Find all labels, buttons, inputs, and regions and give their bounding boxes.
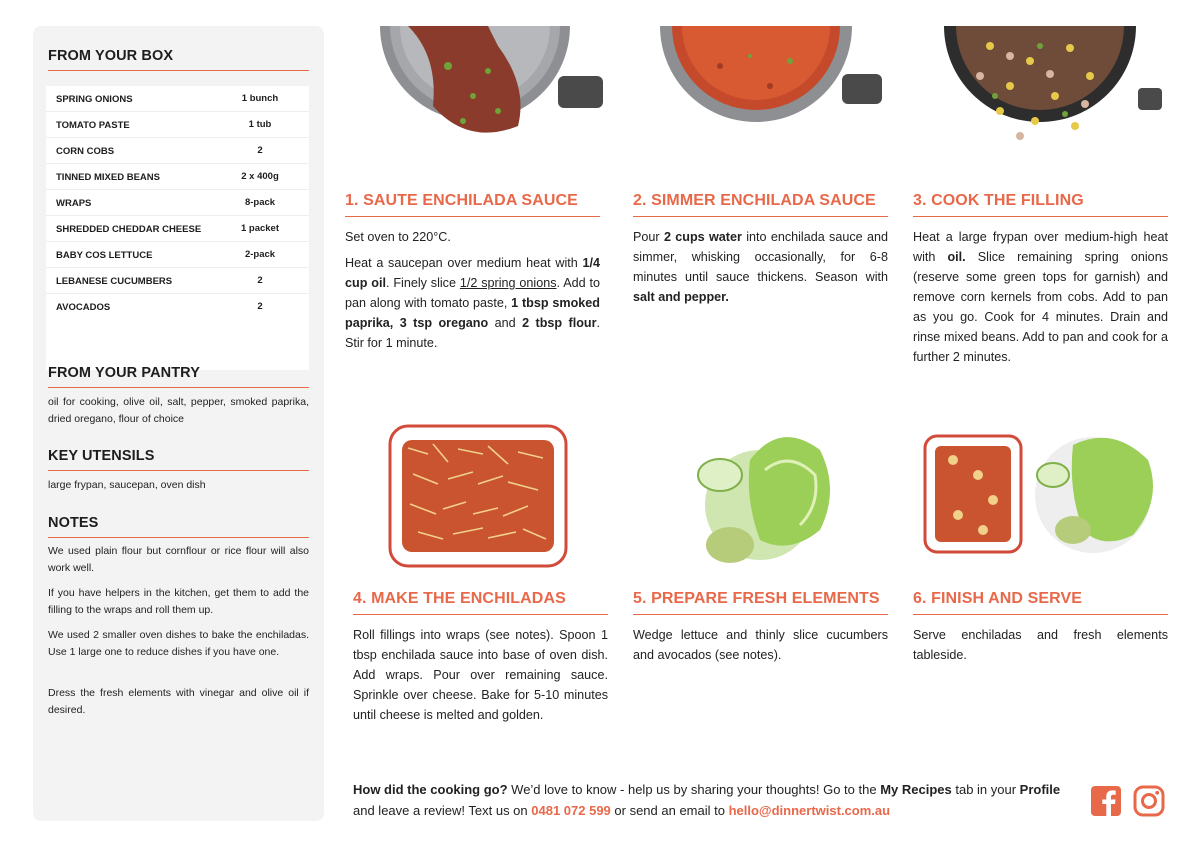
ingredient-qty: 2 <box>257 301 263 312</box>
text-segment: Slice remaining spring onions (reserve some green tops for garnish) and remove corn kernels from cobs. Add to pan as you go. Cook for 4 minutes. Drain and rinse mixed beans. Add to pan and cook for a further 2 minutes. <box>913 250 1168 364</box>
finish-serve-photo <box>923 430 1163 560</box>
step-1-body <box>345 227 600 359</box>
step-5-title: 5. PREPARE FRESH ELEMENTS <box>633 590 880 607</box>
step-4-text <box>353 625 608 725</box>
step-5-body <box>633 625 888 671</box>
cook-filling-photo <box>940 26 1162 170</box>
feedback-text <box>353 779 1073 821</box>
text-segment: Wedge lettuce and thinly slice cucumbers and avocados (see notes). <box>633 628 888 662</box>
divider <box>633 216 888 217</box>
divider <box>353 614 608 615</box>
step-6-body <box>913 625 1168 671</box>
ingredient-qty: 1 tub <box>248 119 272 130</box>
ingredient-row <box>46 112 309 138</box>
text-segment: Heat a saucepan over medium heat with <box>345 256 583 270</box>
ingredient-qty: 1 bunch <box>241 93 279 104</box>
ingredient-name: LEBANESE CUCUMBERS <box>56 276 173 287</box>
ingredient-name: TOMATO PASTE <box>56 120 130 131</box>
ingredient-name: SPRING ONIONS <box>56 94 133 105</box>
note-text: Dress the fresh elements with vinegar and olive oil if desired. <box>48 687 309 716</box>
text-segment: salt and pepper. <box>633 290 729 304</box>
text-segment: 1 tbsp smoked paprika, 3 tsp oregano <box>345 296 600 330</box>
step-3-body <box>913 227 1168 373</box>
ingredient-name: TINNED MIXED BEANS <box>56 172 160 183</box>
divider <box>633 614 888 615</box>
ingredient-row <box>46 86 309 112</box>
text-segment: and leave a review! Text us on <box>353 803 532 818</box>
ingredient-name: CORN COBS <box>56 146 115 157</box>
ingredient-row <box>46 138 309 164</box>
step-3-text <box>913 227 1168 367</box>
text-segment: tab in your <box>951 782 1020 797</box>
text-segment: 1/4 cup oil <box>345 256 600 290</box>
step-2-title: 2. SIMMER ENCHILADA SAUCE <box>633 192 876 209</box>
divider <box>913 614 1168 615</box>
text-segment: or send an email to <box>610 803 729 818</box>
ingredient-name: AVOCADOS <box>56 302 111 313</box>
instagram-icon[interactable] <box>1133 785 1165 817</box>
text-segment: My Recipes <box>880 782 952 797</box>
ingredient-qty: 1 packet <box>240 223 280 234</box>
facebook-icon[interactable] <box>1090 785 1122 817</box>
step-1-text <box>345 253 600 353</box>
note-text: We used 2 smaller oven dishes to bake the enchiladas. Use 1 large one to reduce dishes if you have one. <box>48 629 309 658</box>
ingredient-name: WRAPS <box>56 198 92 209</box>
fresh-elements-photo <box>690 420 840 570</box>
step-2-text <box>633 227 888 307</box>
ingredient-name: SHREDDED CHEDDAR CHEESE <box>56 224 202 235</box>
sidebar <box>33 26 324 821</box>
saute-sauce-photo <box>378 26 603 170</box>
divider <box>48 537 309 538</box>
text-segment: into enchilada sauce and simmer, whisking occasionally, for 6-8 minutes until sauce thickens. Season with <box>633 230 888 284</box>
notes-heading: NOTES <box>48 515 99 531</box>
ingredient-row <box>46 242 309 268</box>
step-5-text <box>633 625 888 665</box>
text-segment: Roll fillings into wraps (see notes). Spoon 1 tbsp enchilada sauce into base of oven dish. Add wraps. Pour over remaining sauce. Sprinkle over cheese. Bake for 5-10 minutes until cheese is melted and golden. <box>353 628 608 722</box>
text-segment: oil. <box>947 250 966 264</box>
divider <box>48 387 309 388</box>
ingredient-row <box>46 268 309 294</box>
ingredient-row <box>46 216 309 242</box>
ingredient-qty: 2 <box>257 275 263 286</box>
step-6-title: 6. FINISH AND SERVE <box>913 590 1083 607</box>
text-segment: . Finely slice <box>385 276 460 290</box>
step-6-text <box>913 625 1168 665</box>
ingredient-row <box>46 164 309 190</box>
divider <box>913 216 1168 217</box>
ingredient-qty: 2-pack <box>244 249 276 260</box>
ingredient-row <box>46 190 309 216</box>
text-segment: Profile <box>1019 782 1061 797</box>
text-segment: 1/2 spring onions <box>459 276 557 290</box>
utensils-text: large frypan, saucepan, oven dish <box>48 479 206 491</box>
text-segment: Pour <box>633 230 664 244</box>
text-segment: 2 cups water <box>663 230 742 244</box>
note-text: We used plain flour but cornflour or rice flour will also work well. <box>48 545 309 574</box>
ingredient-row <box>46 294 309 320</box>
from-your-box-heading: FROM YOUR BOX <box>48 48 174 64</box>
step-4-body <box>353 625 608 731</box>
text-segment: 2 tbsp flour <box>522 316 597 330</box>
ingredients-table <box>46 86 309 370</box>
from-your-pantry-heading: FROM YOUR PANTRY <box>48 365 200 381</box>
divider <box>48 70 309 71</box>
step-1-title: 1. SAUTE ENCHILADA SAUCE <box>345 192 578 209</box>
ingredient-qty: 8-pack <box>244 197 276 208</box>
text-segment: We’d love to know - help us by sharing your thoughts! Go to the <box>507 782 881 797</box>
step-3-title: 3. COOK THE FILLING <box>913 192 1084 209</box>
text-segment: Serve enchiladas and fresh elements tableside. <box>913 628 1168 662</box>
key-utensils-heading: KEY UTENSILS <box>48 448 155 464</box>
ingredient-name: BABY COS LETTUCE <box>56 250 153 261</box>
text-segment: Heat a large frypan over medium-high heat with <box>913 230 1168 264</box>
text-segment: and <box>488 316 523 330</box>
step-1-text: Set oven to 220°C. <box>345 230 451 244</box>
text-segment: . Add to pan along with tomato paste, <box>345 276 600 310</box>
note-text: If you have helpers in the kitchen, get them to add the filling to the wraps and roll them up. <box>48 587 309 616</box>
divider <box>345 216 600 217</box>
step-4-title: 4. MAKE THE ENCHILADAS <box>353 590 566 607</box>
ingredient-qty: 2 <box>257 145 263 156</box>
contact-link[interactable]: 0481 072 599 <box>531 803 611 818</box>
simmer-sauce-photo <box>660 26 882 170</box>
text-segment: . Stir for 1 minute. <box>345 316 600 350</box>
contact-link[interactable]: hello@dinnertwist.com.au <box>728 803 891 818</box>
pantry-text: oil for cooking, olive oil, salt, pepper, smoked paprika, dried oregano, flour of choice <box>48 396 309 425</box>
enchiladas-dish-photo <box>388 424 568 568</box>
text-segment: How did the cooking go? <box>353 782 508 797</box>
ingredient-qty: 2 x 400g <box>241 171 279 182</box>
divider <box>48 470 309 471</box>
step-2-body <box>633 227 888 313</box>
